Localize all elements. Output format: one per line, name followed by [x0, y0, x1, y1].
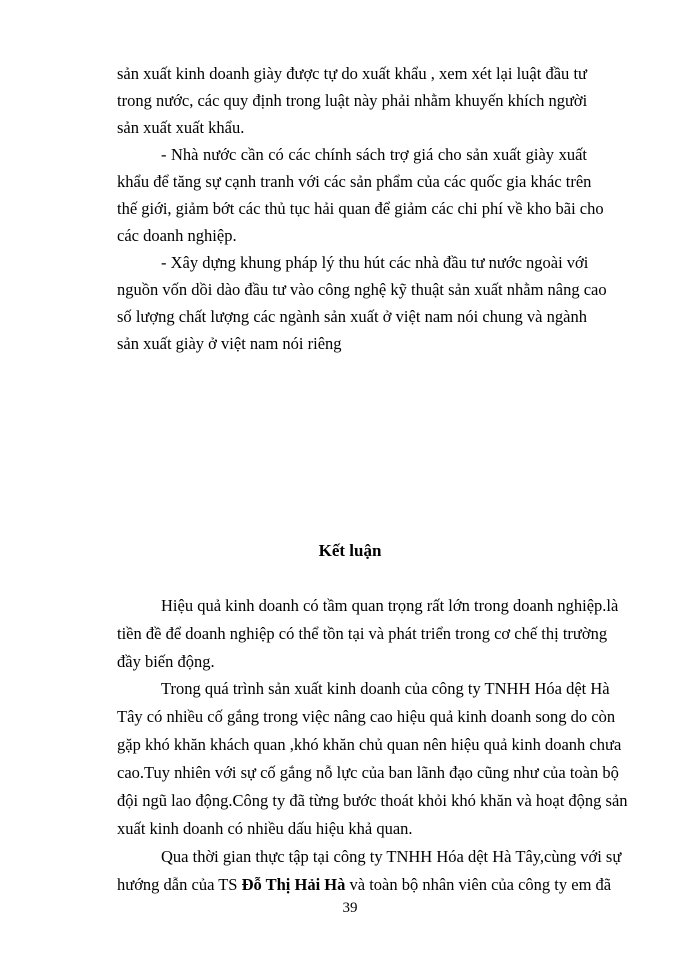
text-line: khẩu để tăng sự cạnh tranh với các sản phẩm của các quốc gia khác trên — [117, 172, 592, 191]
text-line: Trong quá trình sản xuất kinh doanh của công ty TNHH Hóa dệt Hà — [161, 679, 610, 698]
text-line: thế giới, giảm bớt các thủ tục hải quan để giảm các chi phí về kho bãi cho — [117, 199, 604, 218]
text-line — [117, 875, 612, 895]
text-line: nguồn vốn dồi dào đầu tư vào công nghệ kỹ thuật sản xuất nhằm nâng cao — [117, 280, 607, 299]
page-number: 39 — [342, 900, 358, 916]
text-line: sản xuất xuất khẩu. — [117, 118, 245, 137]
advisor-name: Đỗ Thị Hải Hà — [241, 875, 346, 894]
text-line: sản xuất giày ở việt nam nói riêng — [117, 334, 342, 353]
text-run: và toàn bộ nhân viên của công ty em đã — [345, 875, 612, 894]
text-run: hướng dẫn của TS — [117, 875, 242, 894]
text-line: xuất kinh doanh có nhiều dấu hiệu khả quan. — [117, 819, 413, 838]
text-line: đầy biến động. — [117, 652, 215, 671]
text-line: sản xuất kinh doanh giày được tự do xuất khẩu , xem xét lại luật đầu tư — [117, 64, 587, 83]
text-line: số lượng chất lượng các ngành sản xuất ở việt nam nói chung và ngành — [117, 307, 587, 326]
text-line: gặp khó khăn khách quan ,khó khăn chủ quan nên hiệu quả kinh doanh chưa — [117, 735, 622, 754]
text-line: đội ngũ lao động.Công ty đã từng bước thoát khỏi khó khăn và hoạt động sản — [117, 791, 628, 810]
text-line: - Nhà nước cần có các chính sách trợ giá cho sản xuất giày xuất — [161, 145, 587, 164]
section-heading: Kết luận — [318, 541, 382, 560]
text-line: Qua thời gian thực tập tại công ty TNHH Hóa dệt Hà Tây,cùng với sự — [161, 847, 622, 866]
text-line: - Xây dựng khung pháp lý thu hút các nhà đầu tư nước ngoài với — [161, 253, 589, 272]
text-line: Tây có nhiều cố gắng trong việc nâng cao hiệu quả kinh doanh song do còn — [117, 707, 616, 726]
text-line: cao.Tuy nhiên với sự cố gắng nỗ lực của ban lãnh đạo cũng như của toàn bộ — [117, 763, 619, 782]
text-line: Hiệu quả kinh doanh có tầm quan trọng rất lớn trong doanh nghiệp.là — [161, 596, 619, 615]
text-line: tiền đề để doanh nghiệp có thể tồn tại và phát triển trong cơ chế thị trường — [117, 624, 608, 643]
text-line: trong nước, các quy định trong luật này phải nhằm khuyến khích người — [117, 91, 588, 110]
text-line: các doanh nghiệp. — [117, 226, 237, 245]
